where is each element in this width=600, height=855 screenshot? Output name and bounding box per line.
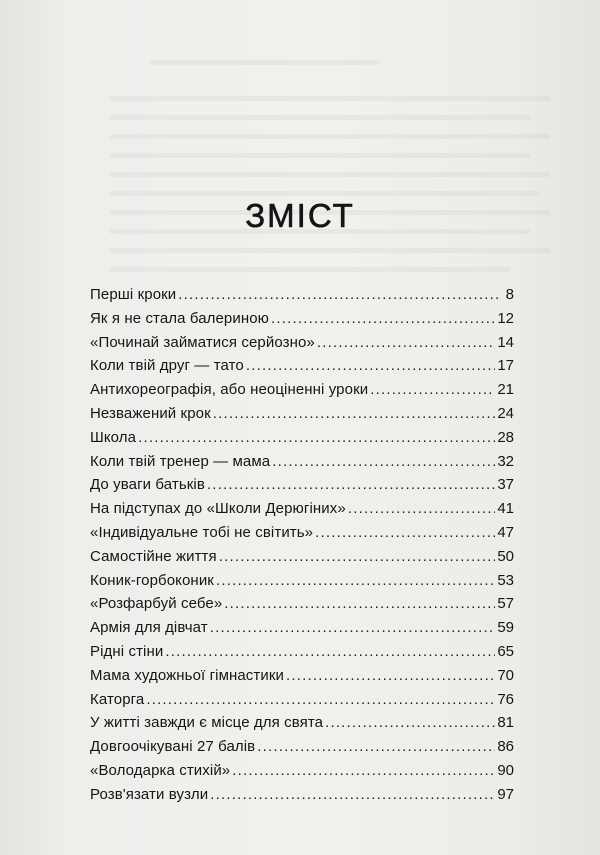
toc-entry-page-number: 32 <box>497 452 514 470</box>
toc-entry-title: До уваги батьків <box>90 476 205 494</box>
toc-entry-title: Незважений крок <box>90 404 211 422</box>
toc-entry-title: Каторга <box>90 690 145 708</box>
toc-dot-leader <box>246 354 495 378</box>
toc-entry[interactable] <box>90 331 514 355</box>
toc-entry-page-number: 24 <box>497 404 514 422</box>
toc-dot-leader <box>210 783 495 807</box>
toc-entry[interactable] <box>90 735 514 759</box>
toc-entry-title: Розв'язати вузли <box>90 785 209 803</box>
toc-entry[interactable] <box>90 450 514 474</box>
toc-dot-leader <box>138 426 495 450</box>
toc-entry[interactable] <box>90 783 514 807</box>
toc-entry[interactable] <box>90 616 514 640</box>
toc-entry-page-number: 65 <box>497 642 514 660</box>
toc-entry[interactable] <box>90 664 514 688</box>
toc-dot-leader <box>178 283 498 307</box>
toc-entry[interactable] <box>90 521 514 545</box>
toc-entry-page-number: 70 <box>497 666 514 684</box>
toc-dot-leader <box>272 450 495 474</box>
toc-dot-leader <box>232 759 495 783</box>
toc-entry[interactable] <box>90 283 514 307</box>
toc-entry-page-number: 47 <box>497 523 514 541</box>
toc-entry-title: Коли твій друг — тато <box>90 357 244 375</box>
toc-entry-title: Перші кроки <box>90 286 177 303</box>
toc-entry-title: «Починай займатися серйозно» <box>90 333 315 351</box>
toc-dot-leader <box>325 711 495 735</box>
toc-entry-title: Рідні стіни <box>90 642 164 660</box>
toc-entry-page-number: 14 <box>497 333 514 351</box>
toc-entry-title: Школа <box>90 428 137 446</box>
toc-dot-leader <box>210 616 496 640</box>
toc-dot-leader <box>216 569 495 593</box>
toc-dot-leader <box>213 402 496 426</box>
table-of-contents <box>90 283 514 807</box>
toc-entry[interactable] <box>90 711 514 735</box>
toc-entry-page-number: 53 <box>497 571 514 589</box>
toc-entry-page-number: 21 <box>497 381 514 399</box>
toc-entry-page-number: 86 <box>497 738 514 756</box>
toc-entry-title: На підступах до «Школи Дерюгіних» <box>90 500 346 518</box>
toc-dot-leader <box>224 592 495 616</box>
toc-entry-title: Самостійне життя <box>90 547 217 565</box>
toc-entry[interactable] <box>90 354 514 378</box>
toc-entry[interactable] <box>90 426 514 450</box>
toc-entry[interactable] <box>90 569 514 593</box>
toc-entry[interactable] <box>90 473 514 497</box>
toc-entry-page-number: 8 <box>505 286 514 303</box>
toc-dot-leader <box>257 735 495 759</box>
toc-entry-title: Довгоочікувані 27 балів <box>90 738 256 756</box>
toc-entry[interactable] <box>90 592 514 616</box>
toc-entry-title: Коли твій тренер — мама <box>90 452 271 470</box>
toc-entry[interactable] <box>90 307 514 331</box>
toc-dot-leader <box>271 307 495 331</box>
toc-entry-title: Як я не стала балериною <box>90 309 270 327</box>
toc-entry-title: «Розфарбуй себе» <box>90 595 223 613</box>
toc-entry-page-number: 59 <box>497 619 514 637</box>
toc-entry-page-number: 50 <box>497 547 514 565</box>
toc-entry[interactable] <box>90 402 514 426</box>
toc-entry-title: Антихореографія, або неоціненні уроки <box>90 381 369 399</box>
toc-dot-leader <box>286 664 495 688</box>
toc-entry[interactable] <box>90 378 514 402</box>
toc-entry[interactable] <box>90 688 514 712</box>
toc-entry-page-number: 81 <box>497 714 514 732</box>
page-title: ЗМІСТ <box>245 197 355 234</box>
toc-entry-page-number: 90 <box>497 761 514 779</box>
toc-entry[interactable] <box>90 545 514 569</box>
toc-entry[interactable] <box>90 640 514 664</box>
toc-dot-leader <box>219 545 496 569</box>
toc-entry-page-number: 17 <box>497 357 514 375</box>
toc-dot-leader <box>317 331 495 355</box>
toc-entry-page-number: 41 <box>497 500 514 518</box>
toc-entry[interactable] <box>90 759 514 783</box>
toc-entry-title: Мама художньої гімнастики <box>90 666 284 684</box>
reverse-side-show-through <box>0 0 600 300</box>
toc-dot-leader <box>207 473 495 497</box>
toc-dot-leader <box>348 497 495 521</box>
toc-entry-page-number: 28 <box>497 428 514 446</box>
toc-dot-leader <box>165 640 495 664</box>
toc-entry-page-number: 12 <box>497 309 514 327</box>
toc-entry[interactable] <box>90 497 514 521</box>
toc-entry-title: «Індивідуальне тобі не світить» <box>90 523 314 541</box>
toc-dot-leader <box>370 378 495 402</box>
toc-entry-page-number: 76 <box>497 690 514 708</box>
toc-dot-leader <box>146 688 495 712</box>
toc-entry-title: Коник-горбоконик <box>90 571 214 589</box>
toc-entry-title: У житті завжди є місце для свята <box>90 714 324 732</box>
toc-entry-page-number: 57 <box>497 595 514 613</box>
toc-entry-page-number: 37 <box>497 476 514 494</box>
toc-entry-page-number: 97 <box>497 785 514 803</box>
toc-dot-leader <box>315 521 495 545</box>
toc-entry-title: «Володарка стихій» <box>90 761 231 779</box>
toc-entry-title: Армія для дівчат <box>90 619 208 637</box>
